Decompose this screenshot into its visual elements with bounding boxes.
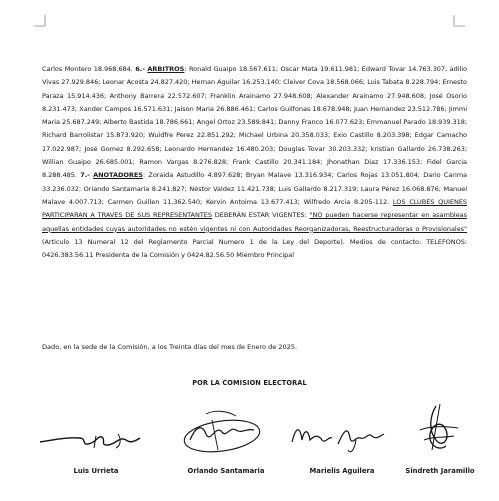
section-number-anotadores: 7.- xyxy=(80,171,90,180)
top-right-corner-mark xyxy=(453,15,465,27)
clubes-notice: LOS CLUBES QUIENES PARTICIPARAN A TRAVES DE SUS REPRESENTANTES xyxy=(42,197,468,220)
signature-orlando-santamaria xyxy=(166,400,286,460)
vigentes-text: DEBERÁN ESTAR VIGENTES: xyxy=(211,211,310,220)
contact-text: (Articulo 13 Numeral 12 del Reglamento Parcial Numero 1 de la Ley del Deporte). Medios de contacto: TELEFONOS: 0426.383.56.11 Presidenta de la Comisión y 0424.82.56.50 Miembro Principal xyxy=(42,237,467,260)
date-line: Dado, en la sede de la Comisión, a los Treinta días del mes de Enero de 2025. xyxy=(42,343,298,351)
body-text-1: Carlos Montero 18.968.684. xyxy=(42,65,136,73)
section-heading-arbitros: ARBITROS xyxy=(147,65,185,73)
arbitros-list: : Ronald Guaipo 18.567.611; Oscar Mata 19.611.981; Edward Tovar 14.763.307; adilio Vivas 27.929.846; Leonar Acosta 24.827.420; Hernan Aguilar 16.253.140; Cleiver Cova 18.568.066; Luis Tabata 8.228.794; Ernesto Paraza 15.914.436; Anthony Barrera 22.572.607; Franklin Arainamo 27.948.608; Alexander Arainamo 27.948.608; José Osorio 8.231.473; Xander Campos 16.571.631; Jaison Maria 26.886.461; Carlos Guilfonas 18.678.948; Juan Hernandez 23.512.786; Jimmi Maria 25.687.249; Alberto Bastida 18.786.661; Angel Ortoz 23.589.841; Danny Franco 16.077.623; Emmanuel Parado 18.939.318; Richard Barrolistar 15.873.920; Wuidfre Perez 22.851.292; Michael Urbina 20.358.033; Exio Castillo 8.203.398; Edgar Camacho 17.022.987; José Gomez 8.292.658; Leonardo Hernandez 16.480.203; Douglas Tovar 30.203.332; kristian Gallardo 26.738.263; Willian Guaipo 26.685.001; Ramon Vargas 8.276.828; Frank Castillo 20.341.184; Jhonathan Diaz 17.336.153; Fidel Garcia 8.288.485. xyxy=(42,65,468,180)
section-heading-anotadores: ANOTADORES xyxy=(93,171,143,180)
committee-title: POR LA COMISION ELECTORAL xyxy=(192,379,307,387)
signer-name-1: Luis Urrieta xyxy=(73,467,119,475)
signer-name-3: Marielis Aguilera xyxy=(309,467,375,475)
document-body xyxy=(42,63,467,262)
signature-luis-urrieta xyxy=(36,400,156,460)
anotadores-list: : Zoraida Astudillo 4.897.628; Bryan Malave 13.316.934; Carlos Rojas 13.051.804; Dario Carima 33.236.032; Oriando Santamaria 8.241.827; Néstor Valdez 11.421.738; Luis Gallardo 8.217.319; Laura Pérez 16.068.876; Manuel Malave 4.007.713; Carmen Guillen 11.362.540; Kervin Antoima 13.677.413; Wilfredo Arcia 8.205-112. xyxy=(42,171,468,206)
body-paragraph xyxy=(42,63,467,262)
signer-name-4: Sindreth Jaramillo xyxy=(405,467,475,475)
section-number-arbitros: 6.- xyxy=(135,65,145,73)
top-left-corner-mark xyxy=(34,15,46,27)
signature-sindreth-jaramillo xyxy=(380,400,499,460)
signer-name-2: Orlando Santamaria xyxy=(187,467,265,475)
quoted-rule: "NO pueden hacerse representar en asambleas aquellas entidades cuyas autoridades no estén vigentes ni con Autoridades Reorganizadoras, Reestructuradoras o Provisionales" xyxy=(42,211,467,233)
